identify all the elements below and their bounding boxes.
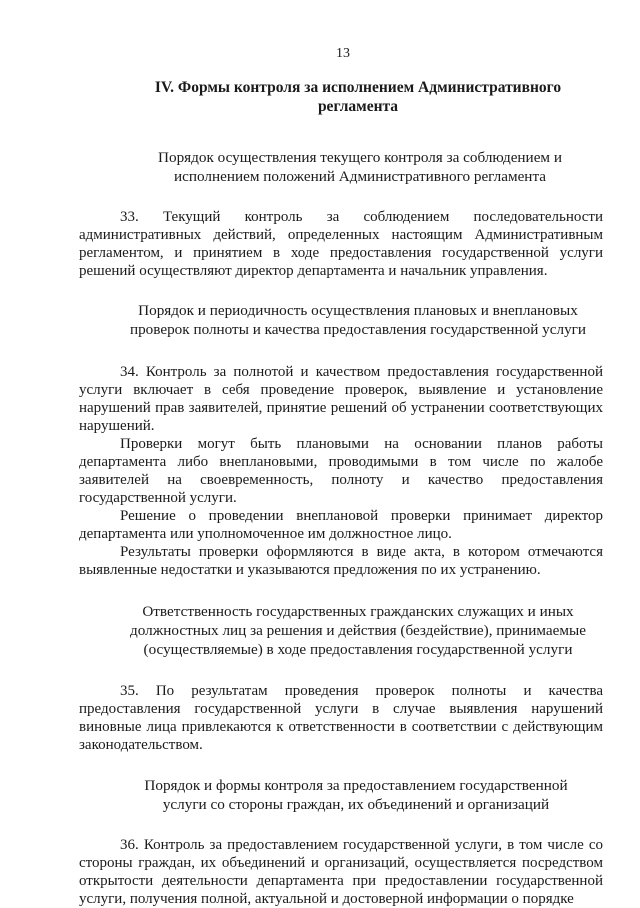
paragraph-33: 33. Текущий контроль за соблюдением последовательности административных действий, определенных настоящим Административным регламентом, и принятием в ходе предоставления государственной услуги решений осуществляют директор департамента и начальник управления. (79, 209, 603, 279)
subheading-inspections: Порядок и периодичность осуществления плановых и внеплановых проверок полноты и качества предоставления государственной услуги (129, 302, 587, 338)
page-number: 13 (336, 46, 350, 61)
paragraph-34: 34. Контроль за полнотой и качеством предоставления государственной услуги включает в себя проведение проверок, выявление и установление нарушений прав заявителей, принятие решений об устранении соответствующих нарушений. (79, 364, 603, 434)
paragraph-34-results: Результаты проверки оформляются в виде акта, в котором отмечаются выявленные недостатки и указываются предложения по их устранению. (79, 544, 603, 578)
paragraph-34-inspections-types: Проверки могут быть плановыми на основании планов работы департамента либо внеплановыми, проводимыми в том числе по жалобе заявителей на своевременность, полноту и качество предоставления государственной услуги. (79, 436, 603, 506)
paragraph-34-unscheduled-decision: Решение о проведении внеплановой проверки принимает директор департамента или уполномоченное им должностное лицо. (79, 508, 603, 542)
page-content (79, 78, 603, 908)
paragraph-35: 35. По результатам проведения проверок полноты и качества предоставления государственной услуги в случае выявления нарушений виновные лица привлекаются к ответственности в соответствии с действующим законодательством. (79, 683, 603, 753)
subheading-public-control: Порядок и формы контроля за предоставлением государственной услуги со стороны граждан, их объединений и организаций (144, 777, 568, 813)
section-title: IV. Формы контроля за исполнением Административного регламента (154, 79, 562, 115)
paragraph-36: 36. Контроль за предоставлением государственной услуги, в том числе со стороны граждан, их объединений и организаций, осуществляется посредством открытости деятельности департамента при предоставлении государственной услуги, получения полной, актуальной и достоверной информации о порядке (79, 837, 603, 907)
subheading-responsibility: Ответственность государственных гражданских служащих и иных должностных лиц за решения и действия (бездействие), принимаемые (осуществляемые) в ходе предоставления государственной услуги (130, 603, 586, 658)
subheading-current-control: Порядок осуществления текущего контроля за соблюдением и исполнением положений Административного регламента (158, 149, 562, 185)
